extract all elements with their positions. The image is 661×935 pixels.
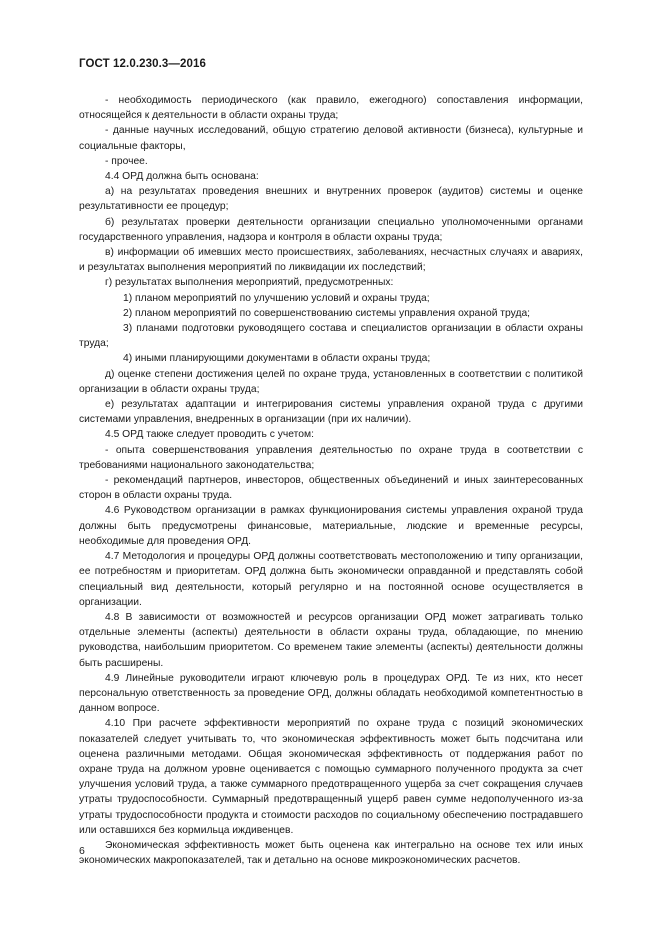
paragraph: в) информации об имевших место происшествиях, заболеваниях, несчастных случаях и авариях, и результатах выполнения мероприятий по ликвидации их последствий; [79, 247, 583, 274]
page-number: 6 [79, 845, 85, 857]
paragraph: Экономическая эффективность может быть оценена как интегрально на основе тех или иных экономических макропоказателей, так и детально на основе микроэкономических расчетов. [79, 839, 583, 867]
paragraph: - рекомендаций партнеров, инвесторов, общественных объединений и иных заинтересованных сторон в области охраны труда. [79, 475, 583, 502]
paragraph: 4.9 Линейные руководители играют ключевую роль в процедурах ОРД. Те из них, кто несет персональную ответственность за проведение ОРД, должны обладать необходимой компетентностью в данном вопросе. [79, 672, 583, 715]
paragraph: е) результатах адаптации и интегрирования системы управления охраной труда с другими системами управления, внедренных в организации (при их наличии). [79, 399, 583, 426]
paragraph: 4.8 В зависимости от возможностей и ресурсов организации ОРД может затрагивать только отдельные элементы (аспекты) деятельности в области охраны труда, обладающие, по мнению руководства, наибольшим приоритетом. Со временем такие элементы (аспекты) деятельности должны быть расширены. [79, 611, 583, 669]
paragraph: 4.6 Руководством организации в рамках функционирования системы управления охраной труда должны быть предусмотрены финансовые, материальные, людские и временные ресурсы, необходимые для проведения ОРД. [79, 505, 583, 547]
sub-item: 4) иными планирующими документами в области охраны труда; [123, 353, 431, 365]
paragraph: - данные научных исследований, общую стратегию деловой активности (бизнеса), культурные и социальные факторы, [79, 125, 583, 152]
paragraph: д) оценке степени достижения целей по охране труда, установленных в соответствии с политикой организации в области охраны труда; [79, 368, 583, 395]
document-body [79, 93, 583, 868]
paragraph: б) результатах проверки деятельности организации специально уполномоченными органами государственного управления, надзора и контроля в области охраны труда; [79, 216, 583, 243]
paragraph: - прочее. [105, 155, 148, 167]
paragraph: 4.7 Методология и процедуры ОРД должны соответствовать местоположению и типу организации, ее потребностям и приоритетам. ОРД должна быть экономически оправданной и представлять собой специальный вид деятельности, который регулярно и на постоянной основе осуществляется в организации. [79, 551, 583, 608]
document-header: ГОСТ 12.0.230.3—2016 [79, 58, 206, 70]
sub-item: 2) планом мероприятий по совершенствованию системы управления охраной труда; [123, 307, 531, 319]
paragraph: 4.10 При расчете эффективности мероприятий по охране труда с позиций экономических показателей следует учитывать то, что экономическая эффективность может быть подсчитана или оценена различными методами. Общая экономическая эффективность от поддержания работ по охране труда на должном уровне оценивается с помощью суммарного полученного продукта за счет улучшения условий труда, а также суммарного предотвращенного ущерба за счет сокращения случаев утраты трудоспособности. Суммарный предотвращенный ущерб равен сумме недополученного из-за утраты трудоспособности продукта и стоимости расходов по социальному обеспечению пострадавшего или оставшихся без кормильца иждивенцев. [79, 718, 583, 836]
sub-item: 3) планами подготовки руководящего состава и специалистов организации в области охраны труда; [79, 323, 583, 350]
paragraph: г) результатах выполнения мероприятий, предусмотренных: [105, 277, 394, 289]
paragraph: - необходимость периодического (как правило, ежегодного) сопоставления информации, относящейся к деятельности в области охраны труда; [79, 95, 583, 122]
paragraph: - опыта совершенствования управления деятельностью по охране труда в соответствии с требованиями национального законодательства; [79, 444, 583, 471]
clause-heading: 4.4 ОРД должна быть основана: [105, 171, 259, 183]
clause-heading: 4.5 ОРД также следует проводить с учетом: [105, 429, 314, 441]
sub-item: 1) планом мероприятий по улучшению условий и охраны труда; [123, 292, 430, 304]
paragraph: а) на результатах проведения внешних и внутренних проверок (аудитов) системы и оценке результативности ее процедур; [79, 186, 583, 213]
